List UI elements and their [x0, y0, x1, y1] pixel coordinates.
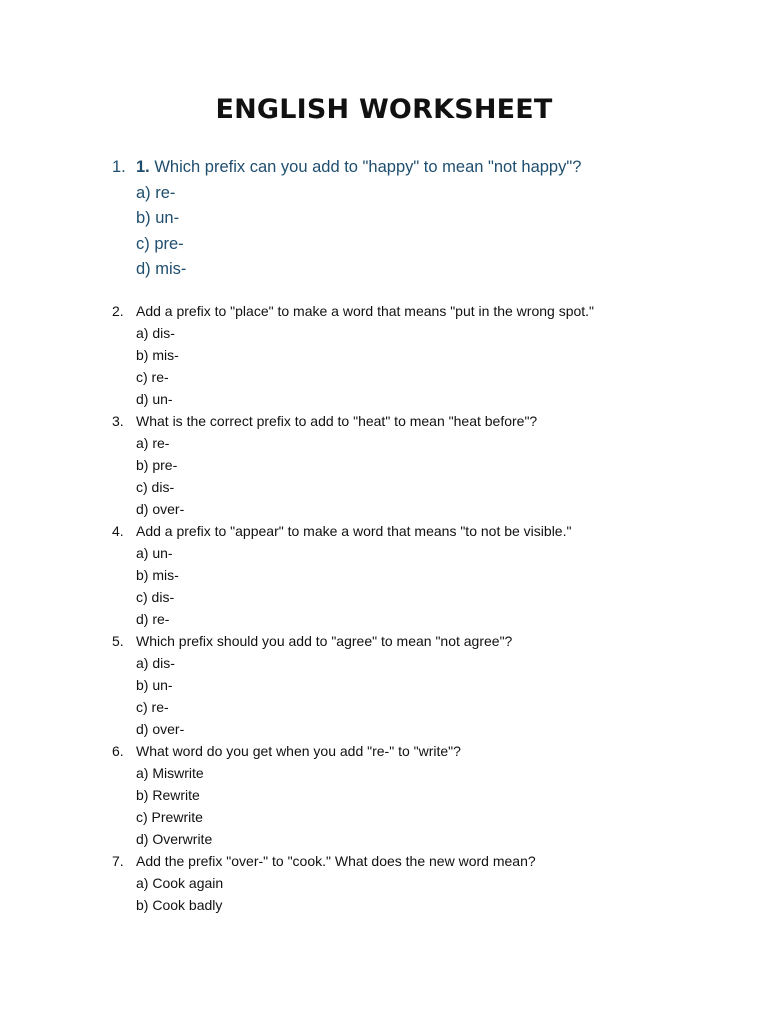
question-number: 6. — [112, 743, 124, 759]
question-number: 3. — [112, 413, 124, 429]
question-number: 4. — [112, 523, 124, 539]
question-text: Add the prefix "over-" to "cook." What does the new word mean? — [136, 853, 536, 869]
page-title: ENGLISH WORKSHEET — [215, 94, 553, 125]
question-text: Which prefix should you add to "agree" to mean "not agree"? — [136, 633, 513, 649]
question-number: 5. — [112, 633, 124, 649]
question-number: 2. — [112, 303, 124, 319]
question-text: What word do you get when you add "re-" to "write"? — [136, 743, 461, 759]
question-bold-number: 1. — [136, 158, 150, 176]
question-text: Add a prefix to "appear" to make a word that means "to not be visible." — [136, 523, 572, 539]
worksheet-page: ENGLISH WORKSHEET 1. 1. Which prefix can you add to "happy" to mean "not happy"? a) re- b) un- c) pre- d) mis- 2. Add a prefix to "place" to make a word that means "put in the wrong spot." a) dis- b) mis- c) re- d) un- 3. What is the correct prefix to add to "heat" to mean "heat before"? a) re- b) pre- c) dis- d) over- 4. Add a prefix to "appear" to make a word that means "to not be visible." a) un- b) mis- c) dis- d) re- 5. Which prefix should you add to "agree" to mean "not agree"? a) dis- b) un- c) re- d) over- 6. What word do you get when you add "re-" to "write"? a) Miswrite b) Rewrite c) Prewrite d) Overwrite 7. Add the prefix "over-" to "cook." What does the new word mean? a) Cook again b) Cook badly — [0, 0, 768, 1024]
question-text: What is the correct prefix to add to "heat" to mean "heat before"? — [136, 413, 538, 429]
question-text: Add a prefix to "place" to make a word that means "put in the wrong spot." — [136, 303, 595, 319]
question-number: 1. — [112, 158, 126, 176]
question-number: 7. — [112, 853, 124, 869]
question-text: Which prefix can you add to "happy" to mean "not happy"? — [154, 158, 582, 176]
